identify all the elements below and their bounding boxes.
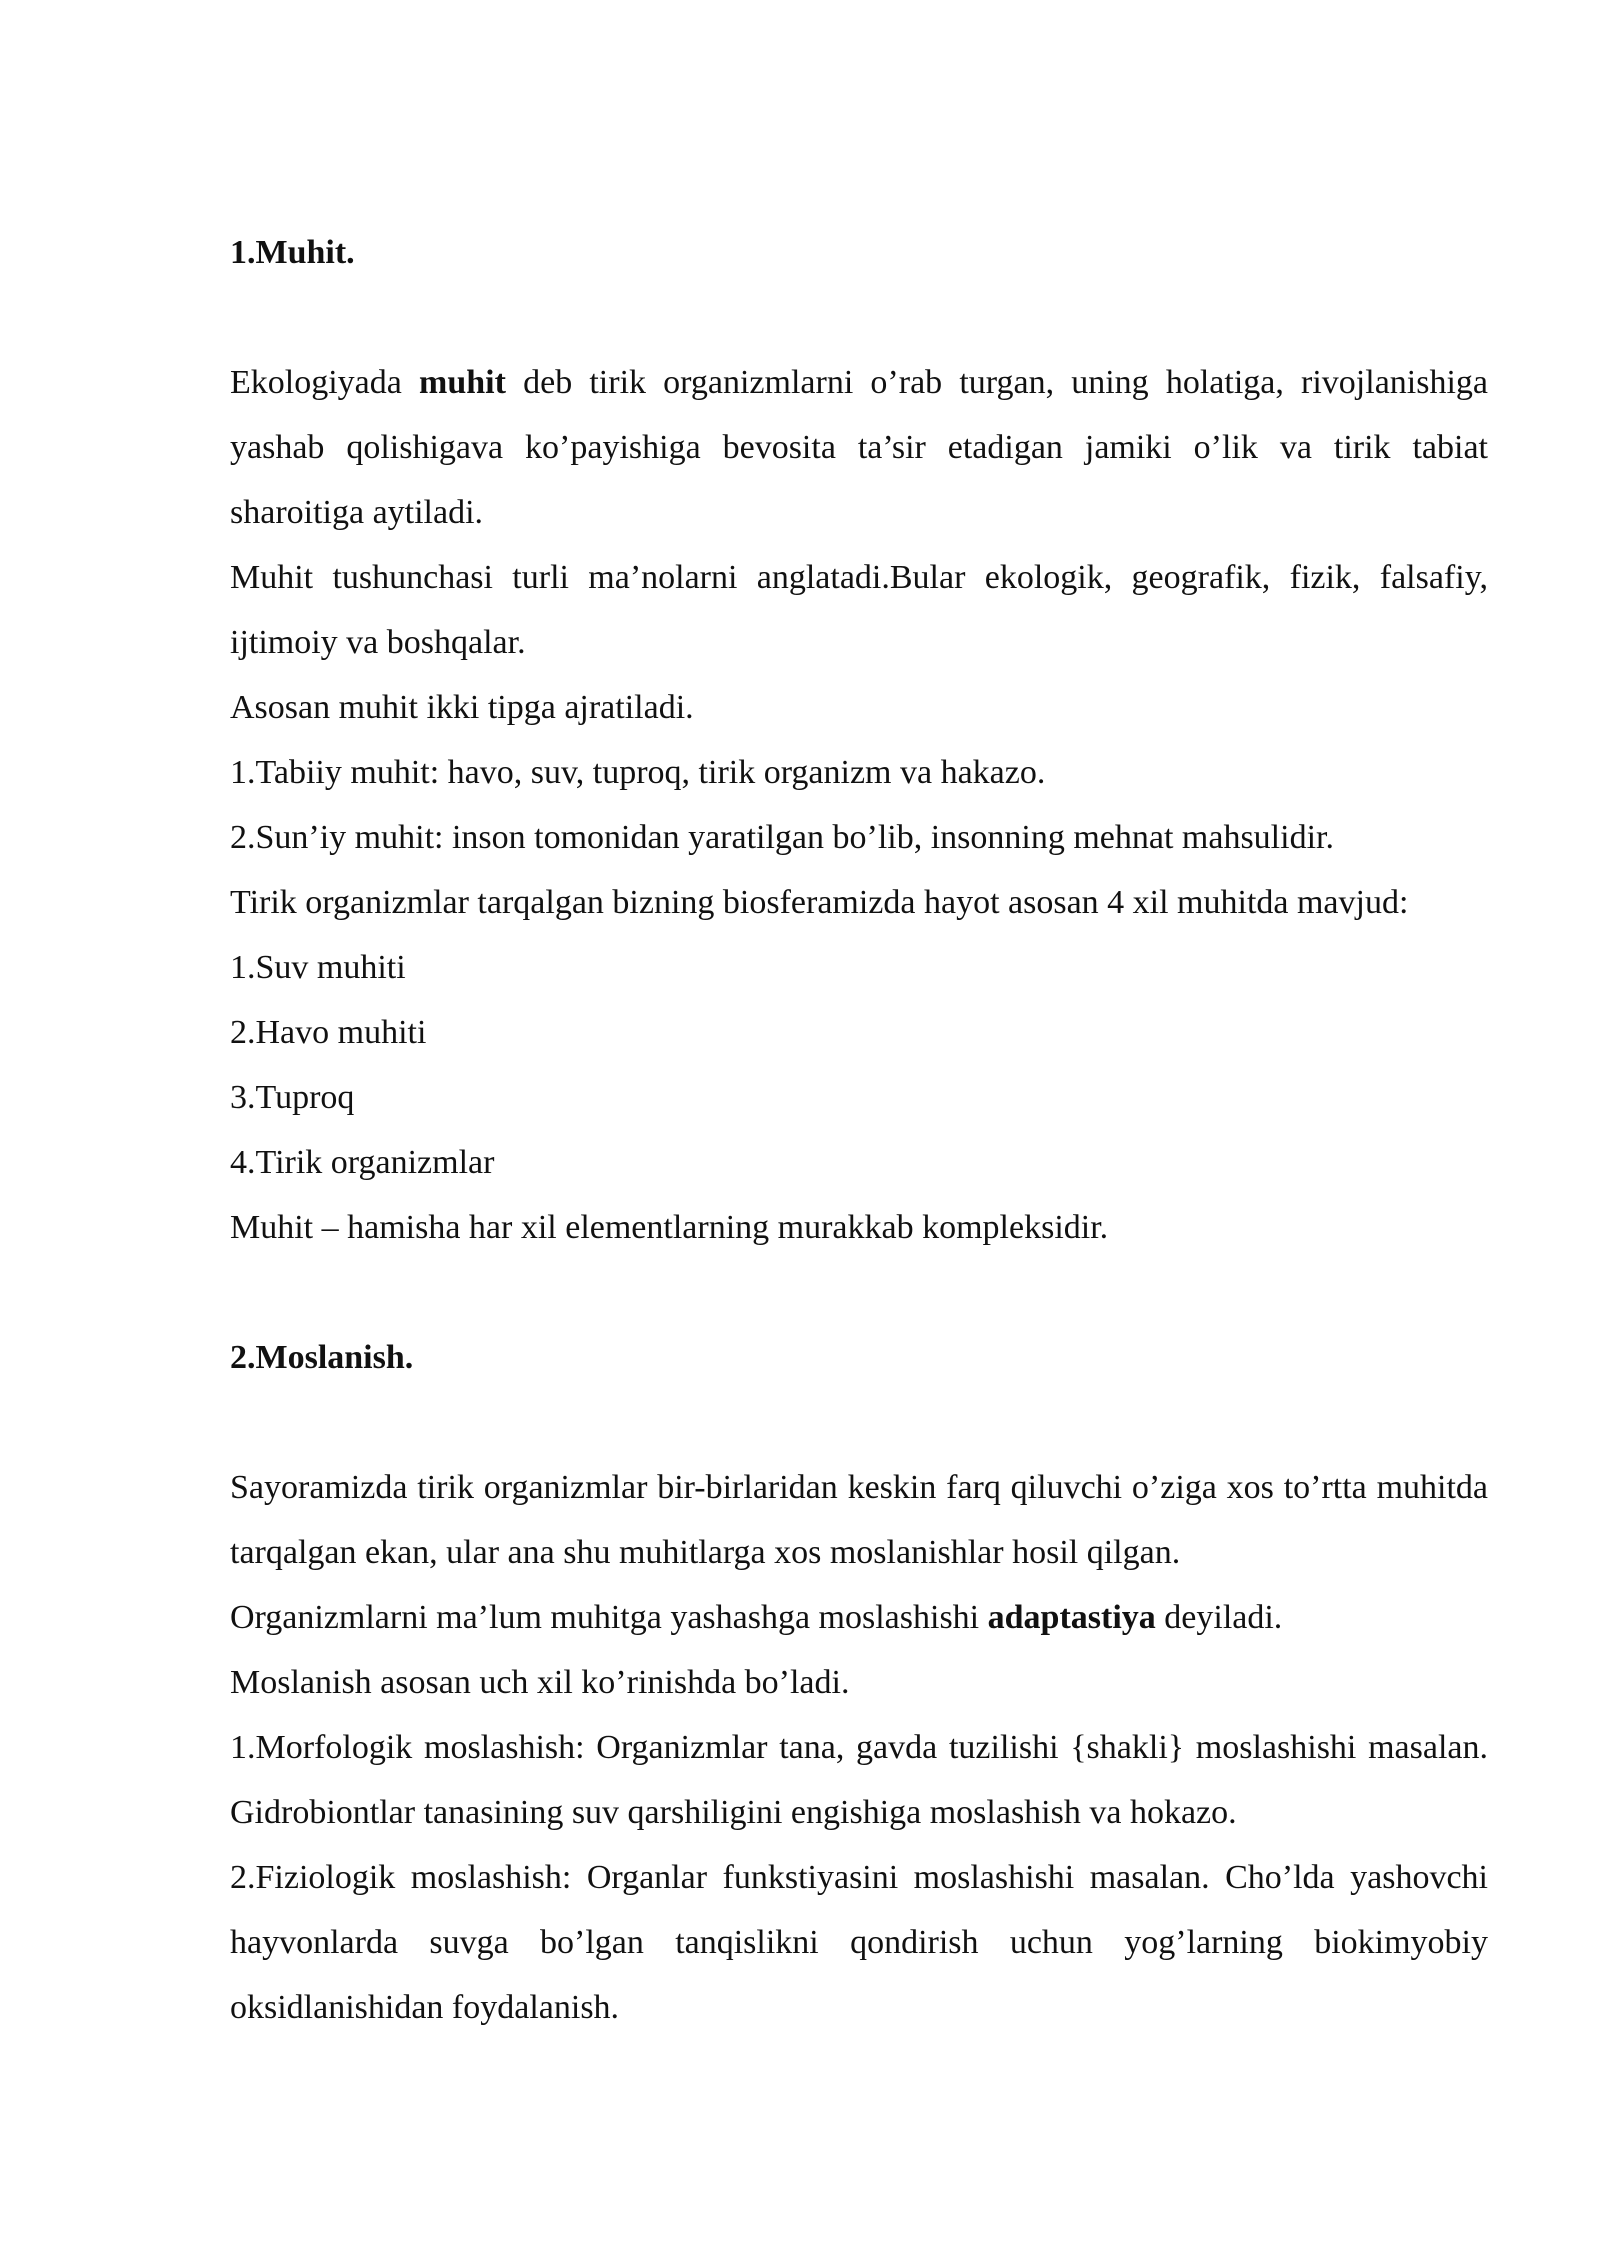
paragraph-types-intro: Asosan muhit ikki tipga ajratiladi. — [230, 689, 694, 726]
paragraph-moslanish-intro: Sayoramizda tirik organizmlar bir-birlaridan keskin farq qiluvchi o’ziga xos to’rtta muhitda tarqalgan ekan, ular ana shu muhitlarga xos moslanishlar hosil qilgan. — [230, 1469, 1488, 1571]
text: deb tirik organizmlarni o’rab turgan, uning holatiga, rivojlanishiga yashab qolishigava ko’payishiga bevosita ta’sir etadigan jamiki o’lik va tirik tabiat sharoitiga aytiladi. — [230, 364, 1488, 531]
text: Organizmlarni ma’lum muhitga yashashga moslashishi — [230, 1599, 988, 1636]
text: deyiladi. — [1155, 1599, 1283, 1636]
blank-line — [230, 1260, 1488, 1325]
bold-term-adaptastiya: adaptastiya — [987, 1599, 1156, 1636]
paragraph-muhit-meanings: Muhit tushunchasi turli ma’nolarni anglatadi.Bular ekologik, geografik, fizik, falsafiy, ijtimoiy va boshqalar. — [230, 559, 1488, 661]
paragraph-muhit-conclusion: Muhit – hamisha har xil elementlarning murakkab kompleksidir. — [230, 1209, 1109, 1246]
list-item-habitat-air: 2.Havo muhiti — [230, 1014, 427, 1051]
paragraph-morphological-adaptation: 1.Morfologik moslashish: Organizmlar tana, gavda tuzilishi {shakli} moslashishi masalan. Gidrobiontlar tanasining suv qarshiligini engishiga moslashish va hokazo. — [230, 1729, 1488, 1831]
paragraph-physiological-adaptation: 2.Fiziologik moslashish: Organlar funkstiyasini moslashishi masalan. Cho’lda yashovchi hayvonlarda suvga bo’lgan tanqislikni qondirish uchun yog’larning biokimyobiy oksidlanishidan foydalanish. — [230, 1859, 1488, 2026]
paragraph-habitats-intro: Tirik organizmlar tarqalgan bizning biosferamizda hayot asosan 4 xil muhitda mavjud: — [230, 884, 1409, 921]
paragraph-kinds-intro: Moslanish asosan uch xil ko’rinishda bo’ladi. — [230, 1664, 850, 1701]
paragraph-adaptation-definition — [230, 1585, 1488, 1650]
section-heading-muhit: 1.Muhit. — [230, 234, 355, 271]
text: Ekologiyada — [230, 364, 420, 401]
list-item-habitat-water: 1.Suv muhiti — [230, 949, 406, 986]
bold-term-muhit: muhit — [419, 364, 506, 401]
list-item-habitat-organisms: 4.Tirik organizmlar — [230, 1144, 495, 1181]
blank-line — [230, 1390, 1488, 1455]
list-item-habitat-soil: 3.Tuproq — [230, 1079, 355, 1116]
blank-line — [230, 285, 1488, 350]
paragraph-muhit-definition — [230, 350, 1488, 545]
list-item-natural-environment: 1.Tabiiy muhit: havo, suv, tuproq, tirik organizm va hakazo. — [230, 754, 1046, 791]
document-body — [230, 220, 1488, 2040]
list-item-artificial-environment: 2.Sun’iy muhit: inson tomonidan yaratilgan bo’lib, insonning mehnat mahsulidir. — [230, 819, 1334, 856]
section-heading-moslanish: 2.Moslanish. — [230, 1339, 414, 1376]
